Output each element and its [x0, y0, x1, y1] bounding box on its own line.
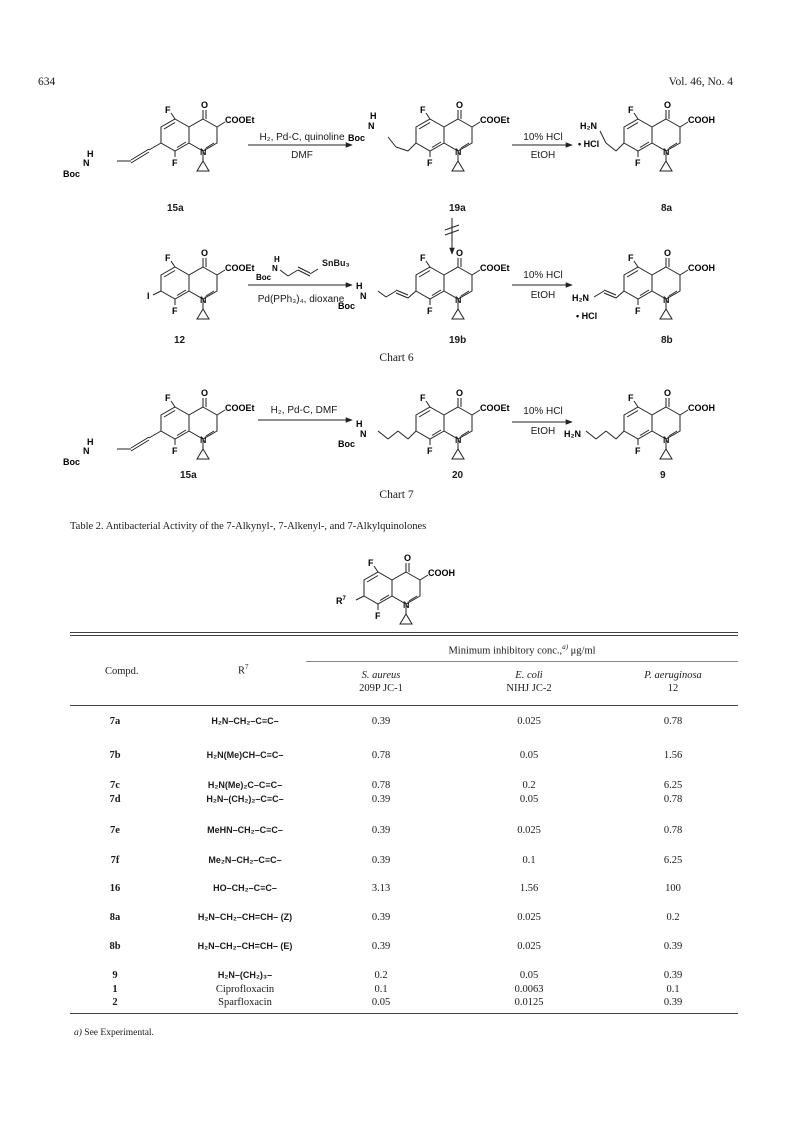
- reagent-acid: 10% HCl: [523, 132, 563, 143]
- cell-r7: H₂N–CH₂–CH=CH– (E): [197, 941, 293, 951]
- reagent-hydrogenation-dmf: H₂, Pd-C, DMF: [270, 405, 338, 416]
- table-top-rule: [70, 632, 738, 633]
- label-19b: 19b: [449, 335, 467, 346]
- svg-text:N: N: [360, 429, 367, 439]
- header-r7-superscript: 7: [245, 663, 249, 671]
- cell-p-aeruginosa: 6.25: [663, 780, 683, 791]
- svg-text:N: N: [368, 121, 375, 131]
- scheme-hydrogenation-cis: [0, 90, 793, 220]
- organism-strain: 209P JC-1: [359, 683, 403, 694]
- cell-r7: Me₂N–CH₂–C≡C–: [208, 855, 282, 865]
- header-r7: [238, 663, 249, 677]
- svg-text:H₂N: H₂N: [580, 121, 597, 131]
- label-15a-2: 15a: [180, 470, 197, 481]
- cell-compd: 7f: [110, 855, 120, 866]
- label-8a: 8a: [661, 203, 673, 214]
- cell-r7: H₂N–CH₂–CH=CH– (Z): [197, 912, 293, 922]
- structure-19b: [338, 248, 510, 319]
- label-20: 20: [452, 470, 464, 481]
- cell-r7: Sparfloxacin: [218, 997, 272, 1008]
- cell-s-aureus: 0.78: [371, 750, 391, 761]
- mic-header-unit: μg/ml: [568, 645, 596, 657]
- cell-p-aeruginosa: 0.2: [666, 912, 680, 923]
- svg-text:Boc: Boc: [63, 457, 81, 467]
- cell-r7: H₂N(Me)₂C–C≡C–: [207, 780, 283, 790]
- cell-compd: 9: [112, 970, 118, 981]
- table-top-rule-2: [70, 635, 738, 636]
- cell-compd: 7b: [109, 750, 121, 761]
- cell-compd: 7a: [109, 716, 121, 727]
- cell-compd: 7c: [110, 780, 120, 791]
- cell-e-coli: 0.025: [517, 716, 541, 727]
- cell-p-aeruginosa: 0.39: [663, 941, 683, 952]
- cell-compd: 1: [112, 984, 118, 995]
- structure-15a: [63, 100, 255, 179]
- structure-8b: [572, 248, 715, 321]
- svg-text:H: H: [356, 281, 363, 291]
- cell-p-aeruginosa: 1.56: [663, 750, 683, 761]
- cell-s-aureus: 0.39: [371, 794, 391, 805]
- structure-15a-2: [63, 388, 255, 467]
- cell-r7: HO–CH₂–C≡C–: [213, 883, 277, 893]
- cell-e-coli: 0.05: [519, 794, 539, 805]
- structure-9: [564, 388, 715, 459]
- cell-compd: 7d: [109, 794, 121, 805]
- svg-text:H: H: [87, 437, 94, 447]
- reagent-ethanol: EtOH: [530, 150, 556, 161]
- svg-text:R7: $R^7$: [336, 596, 346, 606]
- mic-header: [306, 643, 738, 657]
- cell-s-aureus: 0.39: [371, 855, 391, 866]
- reagent-ethanol-2: EtOH: [530, 290, 556, 301]
- cell-s-aureus: 3.13: [371, 883, 391, 894]
- cell-p-aeruginosa: 0.1: [666, 984, 680, 995]
- cell-p-aeruginosa: 0.78: [663, 825, 683, 836]
- cell-e-coli: 0.1: [522, 855, 536, 866]
- chart-6-caption: Chart 6: [379, 352, 414, 364]
- svg-text:H₂N: H₂N: [564, 429, 581, 439]
- cell-r7: Ciprofloxacin: [215, 984, 275, 995]
- header-p-aeruginosa: [613, 669, 733, 695]
- cell-e-coli: 0.025: [517, 912, 541, 923]
- cell-compd: 8a: [109, 912, 121, 923]
- mic-underline: [306, 661, 738, 662]
- table-general-structure: [310, 548, 490, 628]
- svg-text:N: N: [360, 291, 367, 301]
- cell-e-coli: 0.0125: [514, 997, 544, 1008]
- cell-e-coli: 0.2: [522, 780, 536, 791]
- scheme-stille-coupling: [0, 248, 793, 348]
- structure-19a: [348, 100, 510, 171]
- cell-s-aureus: 0.39: [371, 825, 391, 836]
- header-r7-text: R: [238, 665, 246, 677]
- header-e-coli: [469, 669, 589, 695]
- organism-strain: NIHJ JC-2: [506, 683, 552, 694]
- cell-s-aureus: 0.2: [374, 970, 388, 981]
- organism-name: E. coli: [515, 670, 543, 681]
- cell-e-coli: 0.0063: [514, 984, 544, 995]
- label-8b: 8b: [661, 335, 673, 346]
- cell-r7: H₂N–CH₂–C≡C–: [211, 716, 279, 726]
- reagent-palladium: Pd(PPh₃)₄, dioxane: [257, 294, 345, 305]
- reagent-solvent-dmf: DMF: [291, 150, 313, 161]
- label-19a: 19a: [449, 203, 466, 214]
- cell-p-aeruginosa: 6.25: [663, 855, 683, 866]
- cell-compd: 7e: [110, 825, 120, 836]
- scheme-full-hydrogenation: [0, 385, 793, 485]
- mic-header-text: Minimum inhibitory conc.,: [448, 645, 563, 657]
- label-15a: 15a: [167, 203, 184, 214]
- header-s-aureus: [321, 669, 441, 695]
- cell-r7: H₂N(Me)CH–C≡C–: [206, 750, 284, 760]
- table-title: Table 2. Antibacterial Activity of the 7-Alkynyl-, 7-Alkenyl-, and 7-Alkylquinolones: [70, 521, 427, 532]
- label-9: 9: [660, 470, 666, 481]
- cell-compd: 2: [112, 997, 118, 1008]
- cell-r7: H₂N–(CH₂)₂–C≡C–: [206, 794, 284, 804]
- table-bottom-rule: [70, 1013, 738, 1014]
- cell-e-coli: 0.05: [519, 750, 539, 761]
- cell-e-coli: 0.025: [517, 941, 541, 952]
- structure-12: [147, 248, 255, 319]
- structure-8a: [578, 100, 715, 171]
- cell-s-aureus: 0.78: [371, 780, 391, 791]
- organism-strain: 12: [667, 683, 679, 694]
- cell-s-aureus: 0.1: [374, 984, 388, 995]
- structure-20: [338, 388, 510, 459]
- cell-e-coli: 0.025: [517, 825, 541, 836]
- reagent-ethanol-3: EtOH: [530, 426, 556, 437]
- svg-text:• HCl: • HCl: [578, 139, 600, 149]
- stannane-reagent: [256, 255, 318, 282]
- cell-s-aureus: 0.39: [371, 941, 391, 952]
- svg-text:Boc: Boc: [348, 133, 366, 143]
- reagent-acid-3: 10% HCl: [523, 406, 563, 417]
- svg-text:N: N: [83, 158, 90, 168]
- header-rule: [70, 705, 738, 706]
- svg-text:H: H: [356, 419, 363, 429]
- svg-text:I: I: [147, 291, 150, 301]
- chart-7-caption: Chart 7: [379, 489, 414, 501]
- footnote: [74, 1028, 154, 1038]
- stannane-group: SnBu₃: [322, 258, 350, 268]
- footnote-text: See Experimental.: [81, 1028, 154, 1038]
- svg-text:N: N: [272, 264, 278, 273]
- reagent-acid-2: 10% HCl: [523, 270, 563, 281]
- cell-p-aeruginosa: 0.78: [663, 716, 683, 727]
- reagent-hydrogenation-quinoline: H₂, Pd-C, quinoline: [259, 132, 345, 143]
- cell-e-coli: 0.05: [519, 970, 539, 981]
- organism-name: S. aureus: [361, 670, 401, 681]
- page-number: 634: [38, 76, 56, 88]
- cell-p-aeruginosa: 0.39: [663, 970, 683, 981]
- svg-text:H₂N: H₂N: [572, 293, 589, 303]
- svg-text:Boc: Boc: [338, 301, 356, 311]
- cell-s-aureus: 0.39: [371, 716, 391, 727]
- cell-s-aureus: 0.05: [371, 997, 391, 1008]
- svg-text:H: H: [370, 111, 377, 121]
- svg-text:H: H: [274, 255, 280, 264]
- cell-s-aureus: 0.39: [371, 912, 391, 923]
- journal-volume: Vol. 46, No. 4: [668, 76, 733, 88]
- header-compd: Compd.: [105, 666, 139, 677]
- svg-text:H: H: [87, 149, 94, 159]
- cell-p-aeruginosa: 0.39: [663, 997, 683, 1008]
- cell-compd: 16: [109, 883, 121, 894]
- cell-p-aeruginosa: 0.78: [663, 794, 683, 805]
- cell-compd: 8b: [109, 941, 121, 952]
- cell-p-aeruginosa: 100: [665, 883, 681, 894]
- label-12: 12: [174, 335, 186, 346]
- cell-r7: H₂N–(CH₂)₃–: [217, 970, 273, 980]
- cell-e-coli: 1.56: [519, 883, 539, 894]
- mic-header-footnote-mark: a): [562, 643, 569, 651]
- svg-text:Boc: Boc: [63, 169, 81, 179]
- svg-text:Boc: Boc: [338, 439, 356, 449]
- cell-r7: MeHN–CH₂–C≡C–: [207, 825, 283, 835]
- svg-text:N: N: [83, 446, 90, 456]
- footnote-mark: a): [74, 1028, 82, 1038]
- svg-text:Boc: Boc: [256, 273, 272, 282]
- organism-name: P. aeruginosa: [644, 670, 702, 681]
- svg-text:• HCl: • HCl: [576, 311, 598, 321]
